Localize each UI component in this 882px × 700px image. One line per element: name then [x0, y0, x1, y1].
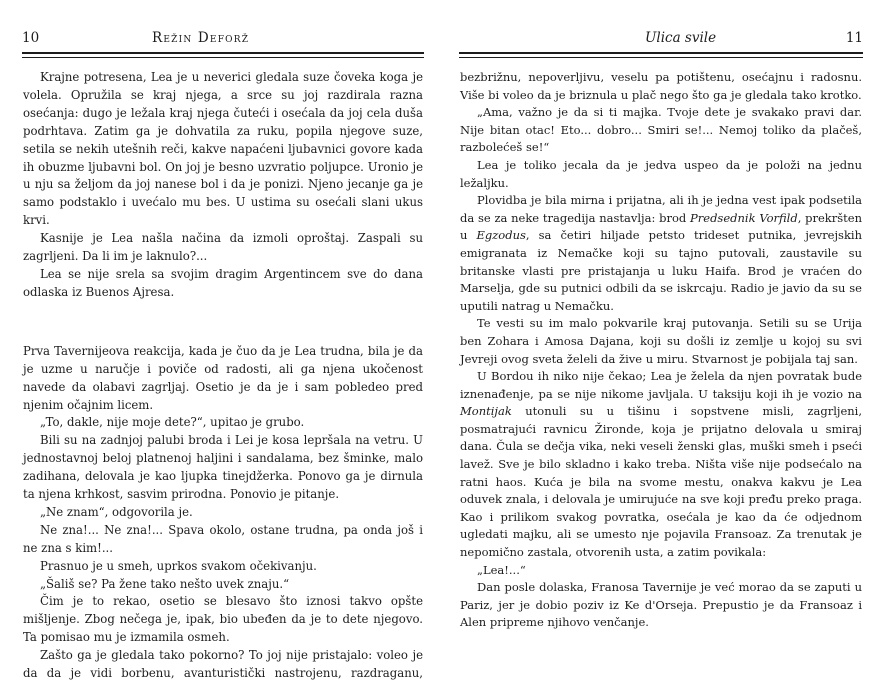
paragraph: Prasnuo je u smeh, uprkos svakom očekivanju. — [40, 558, 317, 573]
right-header-rule-thin — [459, 57, 863, 58]
paragraph: Kasnije je Lea našla načina da izmoli oproštaj. Zaspali su zagrljeni. Da li im je laknulo?... — [23, 231, 423, 264]
left-header — [22, 30, 424, 48]
right-header — [463, 30, 863, 48]
section-break — [23, 302, 423, 343]
paragraph: Te vesti su im malo pokvarile kraj putovanja. Setili su se Urija ben Zohara i Amosa Dajana, koji su došli iz zemlje u kojoj su svi Jevreji ovog sveta želeli da žive u miru. Stvarnost je pobijala taj san. — [460, 316, 862, 366]
paragraph: Plovidba je bila mirna i prijatna, ali ih je jedna vest ipak podsetila da se za neke tragedija nastavlja: brod Predsednik Vorfild, prekršten u Egzodus, sa četiri hiljade petsto trideset putnika, jevrejskih emigranata iz Nemačke koji su tajno putovali, zaustavile su britanske vlasti pre pristajanja u luku Haifa. Brod je vraćen do Marselja, gde su putnici odbili da se iskrcaju. Radio je javio da su se uputili natrag u Nemačku. — [460, 193, 863, 313]
right-page-number: 11 — [845, 30, 863, 46]
paragraph: „Lea!...“ — [477, 562, 526, 577]
right-body-text — [460, 69, 862, 632]
left-page-number: 10 — [22, 30, 40, 46]
paragraph: „To, dakle, nije moje dete?“, upitao je grubo. — [40, 415, 305, 430]
paragraph: Dan posle dolaska, Franosa Tavernije je već morao da se zaputi u Pariz, jer je dobio poziv iz Ke d'Orseja. Prepustio je da Fransoaz i Alen pripreme njihovo venčanje. — [460, 580, 862, 630]
paragraph: „Ama, važno je da si ti majka. Tvoje dete je svakako pravi dar. Nije bitan otac! Eto... dobro... Smiri se!... Nemoj toliko da plačeš, razbolećeš se!“ — [460, 105, 862, 155]
paragraph: Prva Tavernijeova reakcija, kada je čuo da je Lea trudna, bila je da je uzme u naručje i poviče od radosti, ali ga njena ukočenost navede da olabavi zagrljaj. Osetio je da je i sam pobledeo pred njenim očajnim licem. — [23, 343, 423, 412]
right-running-head: Ulica svile — [645, 30, 717, 46]
paragraph: Bili su na zadnjoj palubi broda i Lei je kosa lepršala na vetru. U jednostavnoj beloj platnenoj haljini i sandalama, bez šminke, malo zadihana, delovala je kao ljupka tinejdžerka. Ponovo ga je dirnula ta njena krhkost, sasvim prirodna. Ponovio je pitanje. — [23, 433, 423, 502]
ship-name: Egzodus — [476, 228, 526, 243]
left-header-rule — [22, 52, 424, 54]
paragraph: bezbrižnu, nepoverljivu, veselu pa potištenu, osećajnu i radosnu. Više bi voleo da je briznula u plač nego što ga je gledala tako krotko. — [460, 70, 862, 102]
left-header-rule-thin — [22, 57, 424, 58]
right-page — [441, 0, 882, 700]
right-header-rule — [459, 52, 863, 54]
paragraph: „Šališ se? Pa žene tako nešto uvek znaju.“ — [40, 576, 290, 591]
paragraph: Zašto ga je gledala tako pokorno? To joj nije pristajalo: voleo je da da je vidi borbenu, avanturistički nastrojenu, razdraganu, — [23, 648, 423, 681]
place-name: Montijak — [460, 404, 512, 419]
paragraph: „Ne znam“, odgovorila je. — [40, 504, 193, 519]
paragraph: Krajne potresena, Lea je u neverici gledala suze čoveka koga je volela. Opružila se kraj njega, a srce su joj razdirala razna osećanja: dugo je ležala kraj njega čuteći i osećala da joj cela duša podrhtava. Zatim ga je dohvatila za ruku, popila njegove suze, setila se nekih utešnih reči, kakve napaćeni ljubavnici govore kada ih obuzme ljubavni bol. On joj je besno uzvratio poljupce. Uronio je u nju sa željom da joj nanese bol i da je ponizi. Njeno jecanje ga je samo podstaklo i uvećalo mu bes. U ustima su osećali slani ukus krvi. — [23, 70, 423, 228]
paragraph: Lea se nije srela sa svojim dragim Argentincem sve do dana odlaska iz Buenos Ajresa. — [23, 266, 423, 299]
paragraph: Ne zna!... Ne zna!... Spava okolo, ostane trudna, pa onda još i ne zna s kim!... — [23, 522, 423, 555]
ship-name: Predsednik Vorfild — [690, 210, 798, 225]
paragraph: Lea je toliko jecala da je jedva uspeo da je položi na jednu ležaljku. — [460, 157, 862, 190]
paragraph: U Bordou ih niko nije čekao; Lea je želela da njen povratak bude iznenađenje, pa se nije nikome javljala. U taksiju koji ih je vozio na Montijak utonuli su u tišinu i sopstvene misli, zagrljeni, posmatrajući ravnicu Žironde, koja je prijatno delovala u smiraj dana. Čula se dečja vika, neki veseli ženski glas, muški smeh i pseći lavež. Sve je bilo skladno i kako treba. Ništa više nije podsećalo na ratni haos. Kuća je bila na svome mestu, onakva kakvu je Lea oduvek znala, i delovala je umirujuće na sve koji pređu preko praga. Kao i prilikom svakog povratka, osećala je kao da će odjednom ugledati majku, ali se umesto nje pojavila Fransoaz. Za trenutak je nepomično zastala, otvorenih usta, a zatim povikala: — [460, 369, 862, 560]
left-running-head: Režin Deforž — [152, 30, 250, 46]
left-body-text — [23, 69, 423, 683]
paragraph: Čim je to rekao, osetio se blesavo što iznosi takvo opšte mišljenje. Zbog nečega je, ipak, bio ubeđen da je to dete njegovo. Ta pomisao mu je izmamila osmeh. — [23, 594, 423, 645]
